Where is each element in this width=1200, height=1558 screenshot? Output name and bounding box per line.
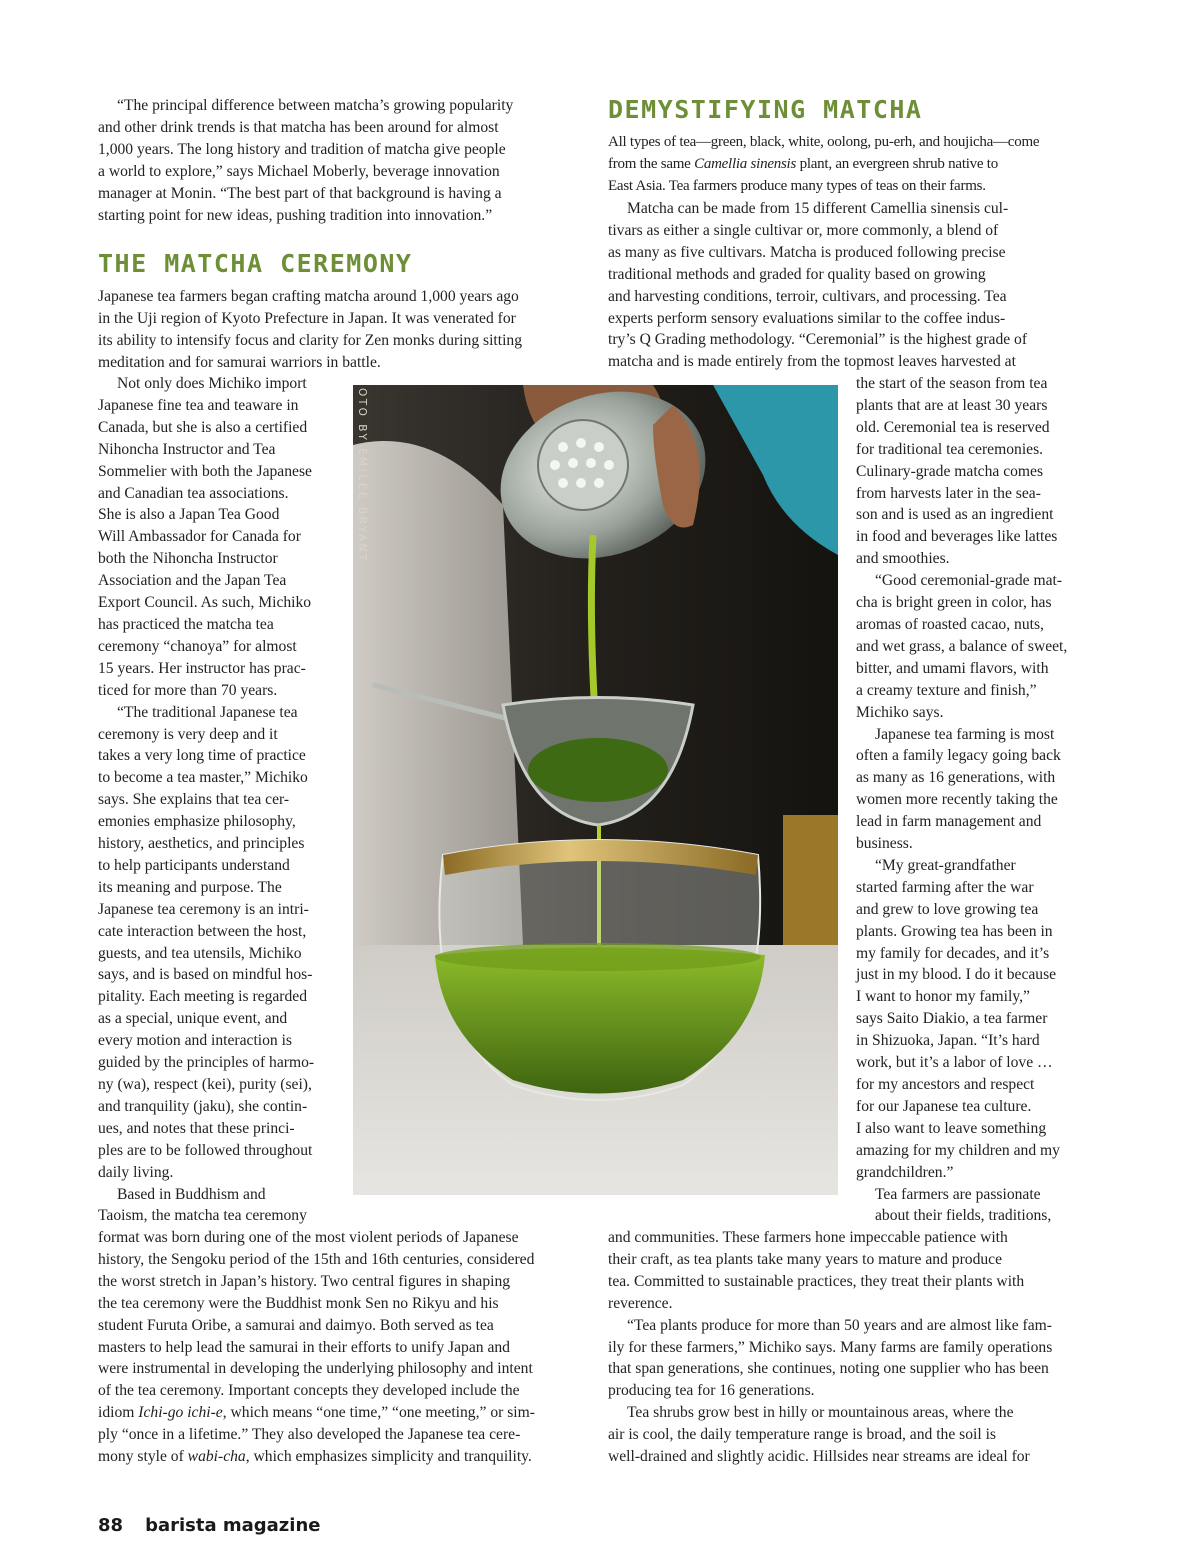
text-span: plant, an evergreen shrub native to	[796, 155, 998, 172]
text-line: All types of tea—green, black, white, oolong, pu-erh, and houjicha—come	[608, 134, 1040, 150]
text-line: producing tea for 16 generations.	[608, 1382, 815, 1400]
text-line: son and is used as an ingredient	[856, 506, 1054, 524]
text-line: emonies emphasize philosophy,	[98, 813, 296, 831]
intro-paragraph	[98, 95, 578, 226]
text-line: the start of the season from tea	[856, 375, 1048, 392]
italic-term: Ichi-go ichi-e	[138, 1404, 223, 1422]
text-line: business.	[856, 835, 913, 853]
text-line: Nihoncha Instructor and Tea	[98, 440, 276, 458]
text-line: Japanese tea farmers began crafting matcha around 1,000 years ago	[98, 288, 519, 305]
ceremony-paragraph	[98, 286, 578, 374]
text-line: as a special, unique event, and	[98, 1010, 288, 1028]
text-line: ceremony is very deep and it	[98, 725, 278, 743]
text-line: says Saito Diakio, a tea farmer	[856, 1010, 1048, 1028]
text-line: cha is bright green in color, has	[856, 594, 1052, 612]
text-span: from the same	[608, 155, 695, 172]
text-line: Export Council. As such, Michiko	[98, 594, 312, 612]
text-line: and wet grass, a balance of sweet,	[856, 637, 1068, 655]
text-line: Based in Buddhism and	[117, 1185, 266, 1203]
text-line: lead in farm management and	[856, 813, 1042, 831]
text-line: Matcha can be made from 15 different Camellia sinensis cul-	[627, 200, 1009, 217]
text-line: Japanese tea farming is most	[875, 725, 1055, 743]
right-bottom-paragraph	[608, 1227, 1100, 1468]
text-line: in Shizuoka, Japan. “It’s hard	[856, 1032, 1040, 1050]
left-narrow-column	[98, 373, 346, 1227]
text-line: plants. Growing tea has been in	[856, 922, 1053, 940]
matcha-stream	[591, 535, 595, 715]
left-bottom-paragraph	[98, 1227, 578, 1468]
text-line: daily living.	[98, 1163, 174, 1181]
text-line: history, aesthetics, and principles	[98, 835, 305, 853]
text-line: ues, and notes that these princi-	[98, 1119, 295, 1137]
text-line: just in my blood. I do it because	[856, 966, 1057, 984]
text-line: for traditional tea ceremonies.	[856, 440, 1044, 458]
text-line: “Good ceremonial-grade mat-	[875, 572, 1063, 590]
sieve-matcha	[528, 738, 668, 802]
photo-illustration	[353, 385, 838, 1195]
text-line: their craft, as tea plants take many years to mature and produce	[608, 1250, 1003, 1268]
text-line: says, and is based on mindful hos-	[98, 966, 313, 984]
text-line: Tea shrubs grow best in hilly or mountainous areas, where the	[627, 1404, 1014, 1422]
text-line: and other drink trends is that matcha has been around for almost	[98, 118, 499, 136]
text-span: , which means “one time,” “one meeting,” or sim-	[222, 1404, 535, 1422]
text-line: the worst stretch in Japan’s history. Two central figures in shaping	[98, 1272, 511, 1290]
text-line: its ability to intensify focus and clarity for Zen monks during sitting	[98, 331, 523, 349]
text-line: masters to help lead the samurai in their efforts to unify Japan and	[98, 1338, 510, 1356]
text-span: , which emphasizes simplicity and tranquility.	[245, 1448, 532, 1466]
text-line: Culinary-grade matcha comes	[856, 462, 1044, 480]
text-line: and tranquility (jaku), she contin-	[98, 1097, 308, 1115]
text-line: 1,000 years. The long history and tradition of matcha give people	[98, 140, 506, 158]
matcha-pour-photo	[353, 385, 838, 1195]
text-line: “Tea plants produce for more than 50 years and are almost like fam-	[627, 1316, 1052, 1334]
text-line: ceremony “chanoya” for almost	[98, 637, 297, 655]
text-line: guided by the principles of harmo-	[98, 1054, 315, 1072]
right-top-paragraph	[608, 198, 1100, 373]
text-line: East Asia. Tea farmers produce many types of teas on their farms.	[608, 177, 986, 194]
text-line: in the Uji region of Kyoto Prefecture in Japan. It was venerated for	[98, 309, 516, 327]
magazine-name: barista magazine	[145, 1515, 321, 1536]
text-line: I want to honor my family,”	[856, 988, 1030, 1006]
text-line: Tea farmers are passionate	[875, 1185, 1041, 1203]
text-line: bitter, and umami flavors, with	[856, 659, 1049, 677]
text-line: 15 years. Her instructor has prac-	[98, 659, 306, 677]
text-span: mony style of	[98, 1448, 188, 1466]
heading-matcha-ceremony: THE MATCHA CEREMONY	[98, 249, 413, 278]
text-line: ticed for more than 70 years.	[98, 681, 278, 699]
text-line: Sommelier with both the Japanese	[98, 462, 312, 480]
text-line: tivars as either a single cultivar or, more commonly, a blend of	[608, 221, 999, 239]
text-line: the tea ceremony were the Buddhist monk Sen no Rikyu and his	[98, 1294, 499, 1312]
text-line: every motion and interaction is	[98, 1032, 293, 1050]
text-line: pitality. Each meeting is regarded	[98, 988, 307, 1006]
text-line: my family for decades, and it’s	[856, 944, 1050, 962]
text-span: idiom	[98, 1404, 139, 1422]
text-line: Japanese fine tea and teaware in	[98, 396, 299, 414]
text-line: that span generations, she continues, noting one supplier who has been	[608, 1360, 1049, 1378]
text-line: ples are to be followed throughout	[98, 1141, 313, 1159]
text-line: history, the Sengoku period of the 15th and 16th centuries, considered	[98, 1250, 535, 1268]
text-line: about their fields, traditions,	[875, 1207, 1052, 1225]
text-line: to help participants understand	[98, 856, 290, 874]
page-number: 88	[98, 1515, 124, 1536]
right-narrow-column	[856, 373, 1102, 1227]
text-line: grandchildren.”	[856, 1163, 954, 1181]
text-line: of the tea ceremony. Important concepts they developed include the	[98, 1382, 520, 1400]
text-line: work, but it’s a labor of love …	[856, 1054, 1053, 1072]
text-line: Michiko says.	[856, 703, 944, 721]
text-line: both the Nihoncha Instructor	[98, 550, 278, 568]
text-line: She is also a Japan Tea Good	[98, 506, 280, 524]
text-line: traditional methods and graded for quality based on growing	[608, 265, 986, 283]
text-line: aromas of roasted cacao, nuts,	[856, 615, 1044, 633]
demystify-intro	[608, 132, 1100, 198]
text-line: reverence.	[608, 1294, 673, 1312]
text-line: its meaning and purpose. The	[98, 878, 282, 896]
text-line: manager at Monin. “The best part of that background is having a	[98, 184, 502, 202]
photo-credit: OTO BY EMILEE BRYANT	[356, 388, 368, 563]
text-line: ily for these farmers,” Michiko says. Many farms are family operations	[608, 1338, 1053, 1356]
text-line: as many as five cultivars. Matcha is produced following precise	[608, 243, 1006, 261]
text-line: from harvests later in the sea-	[856, 484, 1041, 502]
text-line: says. She explains that tea cer-	[98, 791, 290, 809]
text-line: starting point for new ideas, pushing tradition into innovation.”	[98, 206, 493, 224]
text-line: to become a tea master,” Michiko	[98, 769, 308, 787]
text-line: guests, and tea utensils, Michiko	[98, 944, 302, 962]
text-line: has practiced the matcha tea	[98, 615, 274, 633]
text-line: format was born during one of the most violent periods of Japanese	[98, 1229, 519, 1246]
text-line: air is cool, the daily temperature range is broad, and the soil is	[608, 1426, 996, 1444]
text-line: and Canadian tea associations.	[98, 484, 289, 502]
text-line: tea. Committed to sustainable practices, they treat their plants with	[608, 1272, 1025, 1290]
text-line: Association and the Japan Tea	[98, 572, 287, 590]
text-line-idiom	[98, 1402, 578, 1424]
text-line: for my ancestors and respect	[856, 1076, 1035, 1093]
text-line-wabi	[98, 1446, 578, 1468]
text-line: a world to explore,” says Michael Moberly, beverage innovation	[98, 162, 500, 180]
text-line: as many as 16 generations, with	[856, 769, 1056, 787]
text-line: student Furuta Oribe, a samurai and daimyo. Both served as tea	[98, 1316, 494, 1334]
text-line: and communities. These farmers hone impeccable patience with	[608, 1229, 1008, 1246]
text-line: and grew to love growing tea	[856, 900, 1039, 918]
text-line: often a family legacy going back	[856, 747, 1061, 765]
italic-term: wabi-cha	[187, 1448, 246, 1466]
text-line: Canada, but she is also a certified	[98, 418, 308, 436]
text-line: plants that are at least 30 years	[856, 396, 1048, 414]
matcha-surface	[435, 943, 761, 971]
text-line: old. Ceremonial tea is reserved	[856, 418, 1050, 436]
page-footer	[98, 1515, 320, 1536]
text-line: a creamy texture and finish,”	[856, 681, 1037, 699]
text-line: ny (wa), respect (kei), purity (sei),	[98, 1076, 312, 1093]
text-line: “The principal difference between matcha’s growing popularity	[117, 97, 514, 114]
text-line: women more recently taking the	[856, 791, 1058, 809]
text-line: were instrumental in developing the underlying philosophy and intent	[98, 1360, 533, 1378]
text-line: and harvesting conditions, terroir, cultivars, and processing. Tea	[608, 287, 1007, 305]
text-line: Not only does Michiko import	[117, 375, 307, 392]
text-line: for our Japanese tea culture.	[856, 1097, 1032, 1115]
italic-term: Camellia sinensis	[694, 155, 797, 172]
text-line: matcha and is made entirely from the topmost leaves harvested at	[608, 353, 1016, 371]
text-line: experts perform sensory evaluations similar to the coffee indus-	[608, 309, 1006, 327]
text-line: ply “once in a lifetime.” They also developed the Japanese tea cere-	[98, 1426, 521, 1444]
text-line: meditation and for samurai warriors in battle.	[98, 353, 381, 371]
text-line: try’s Q Grading methodology. “Ceremonial” is the highest grade of	[608, 331, 1028, 349]
text-line: started farming after the war	[856, 878, 1034, 896]
text-line: amazing for my children and my	[856, 1141, 1060, 1159]
text-line: in food and beverages like lattes	[856, 528, 1058, 546]
text-line: takes a very long time of practice	[98, 747, 306, 765]
text-line: well-drained and slightly acidic. Hillsides near streams are ideal for	[608, 1448, 1030, 1466]
text-line: I also want to leave something	[856, 1119, 1047, 1137]
text-line: Will Ambassador for Canada for	[98, 528, 301, 546]
text-line: and smoothies.	[856, 550, 950, 568]
text-line: “The traditional Japanese tea	[117, 703, 298, 721]
text-line: cate interaction between the host,	[98, 922, 307, 940]
text-line: “My great-grandfather	[875, 856, 1016, 874]
text-line-camellia	[608, 154, 1100, 176]
heading-demystifying-matcha: DEMYSTIFYING MATCHA	[608, 95, 923, 124]
text-line: Japanese tea ceremony is an intri-	[98, 900, 309, 918]
text-line: Taoism, the matcha tea ceremony	[98, 1207, 307, 1225]
